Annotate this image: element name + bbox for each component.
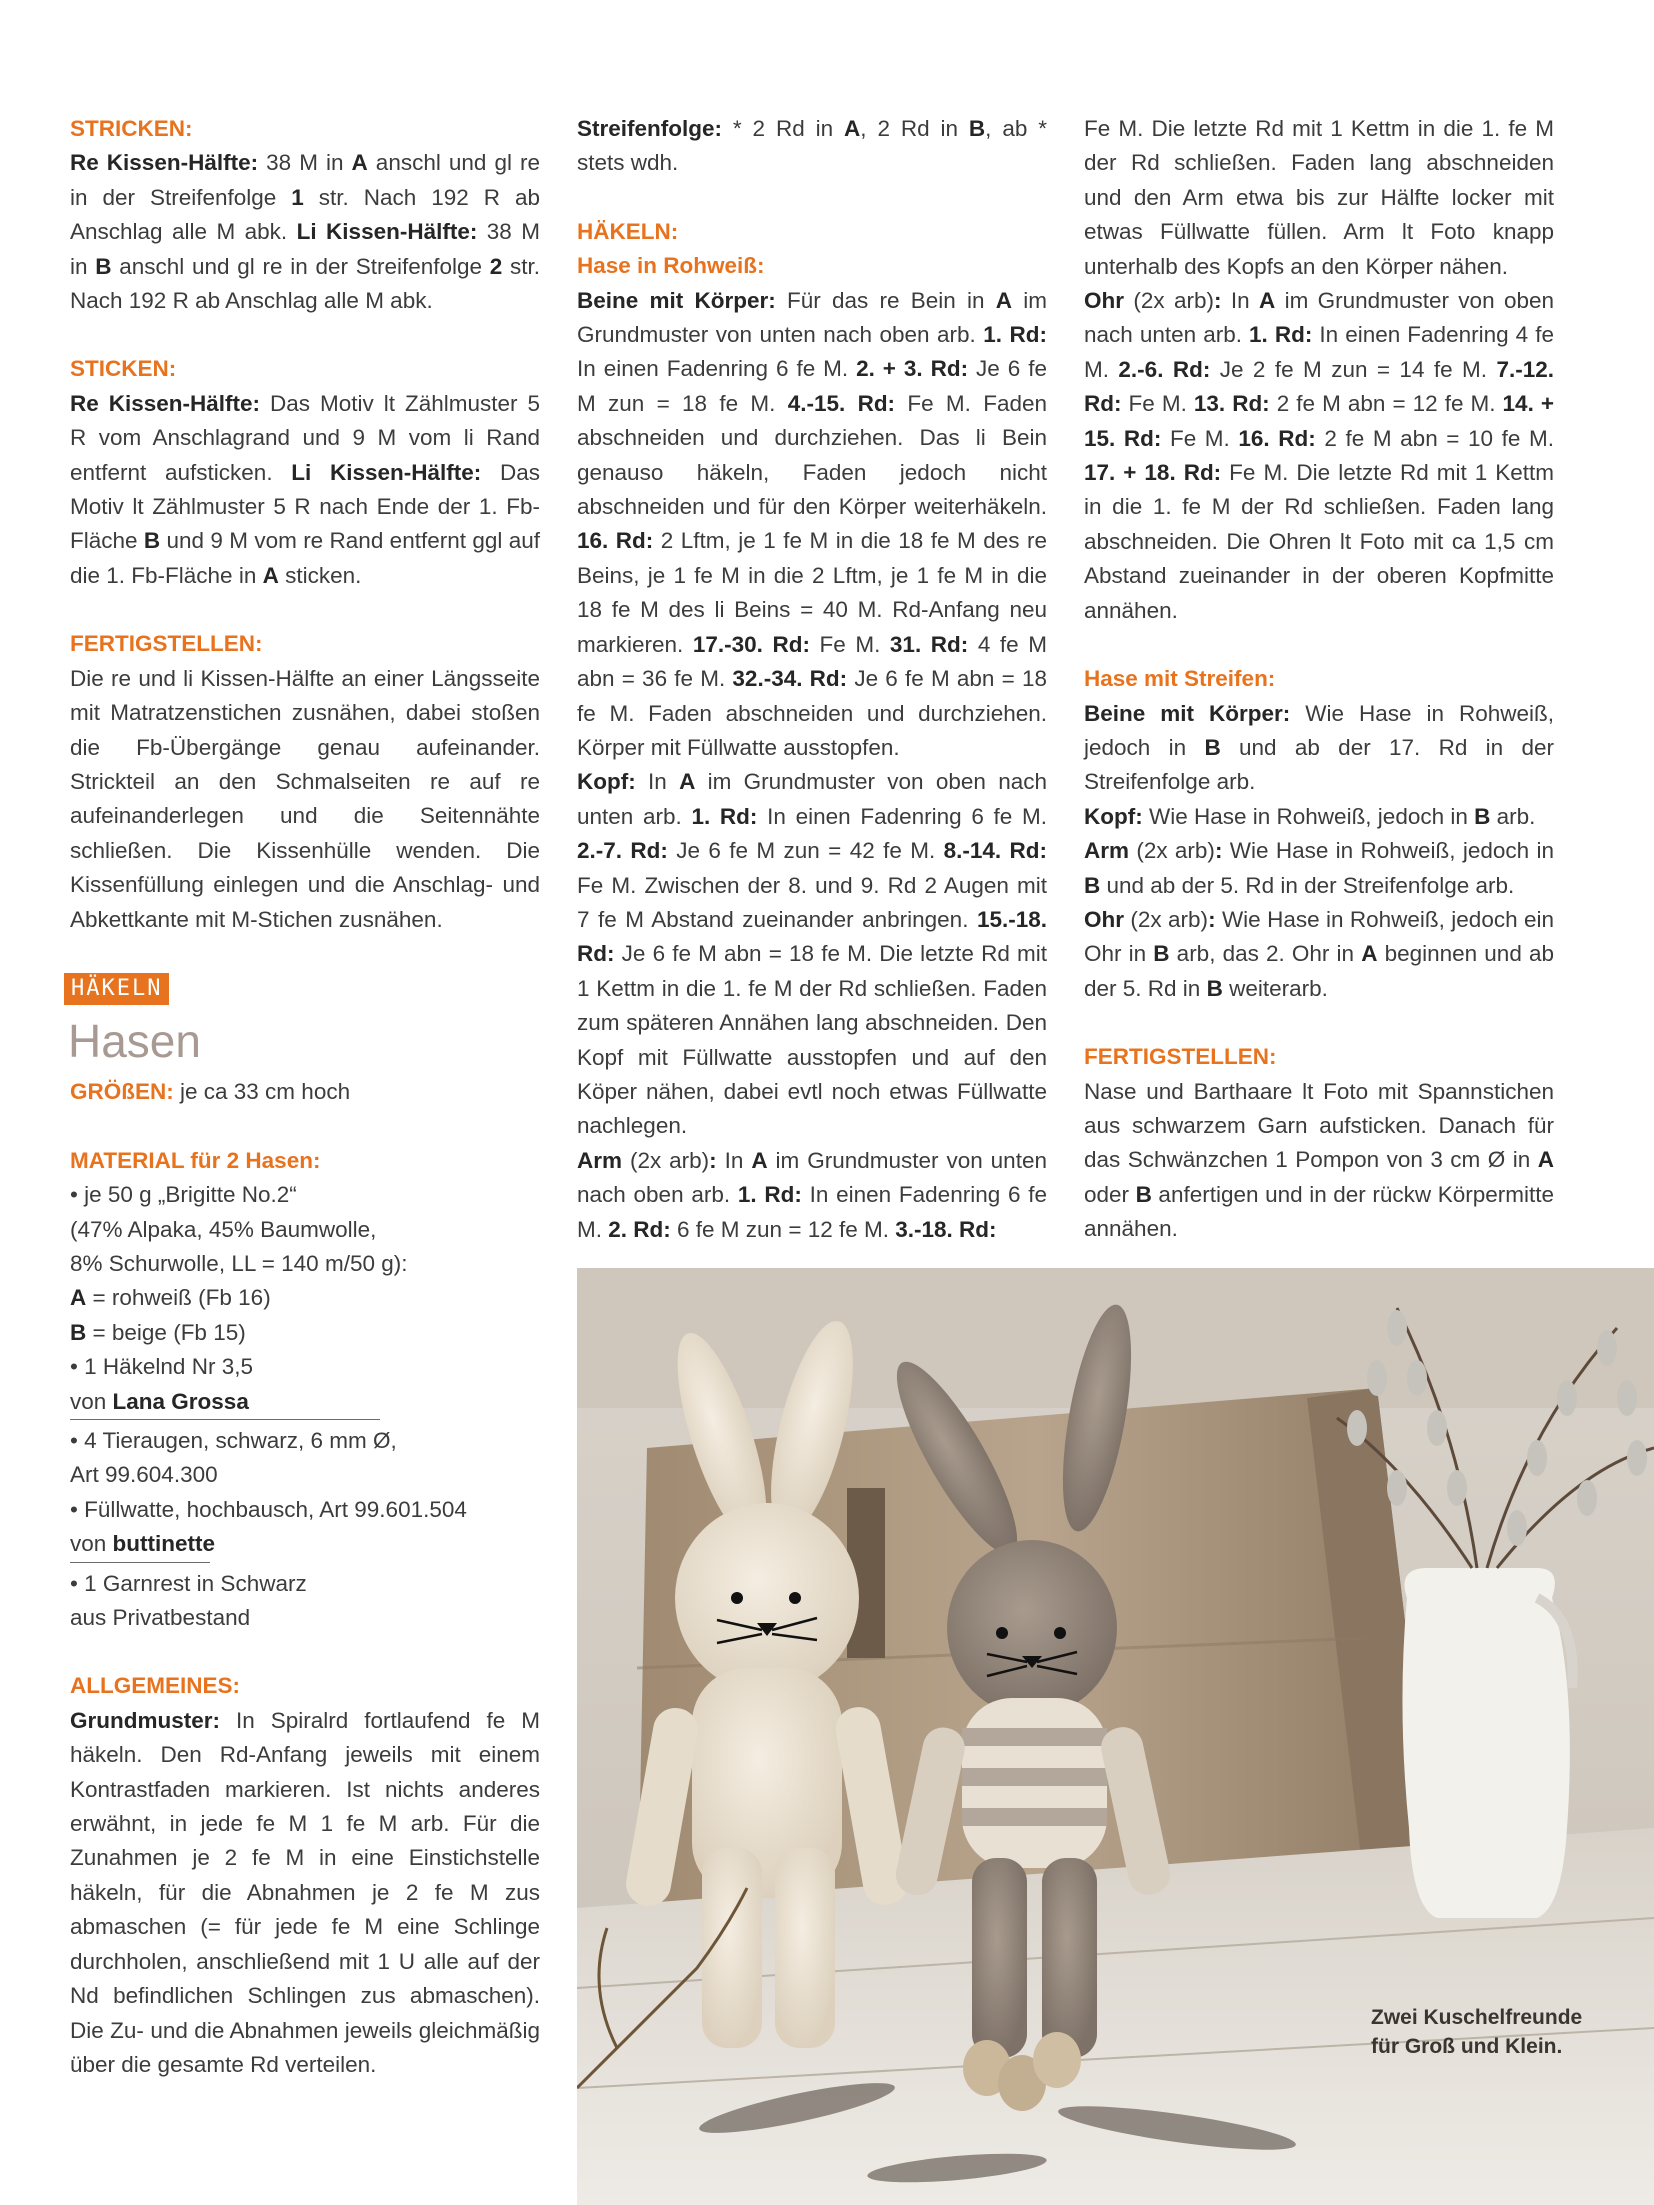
heading-hase-rohweiss: Hase in Rohweiß:	[577, 253, 765, 279]
material-line-5	[70, 1316, 540, 1350]
text-run: str. Nach 192 R ab Anschlag alle M abk.	[70, 184, 540, 245]
text-run: im Grundmuster von unten nach oben arb.	[577, 1147, 1047, 1208]
bold-run: A	[679, 769, 696, 795]
text-run: In	[635, 769, 680, 795]
grundmuster-text: In Spiralrd fortlaufend fe M häkeln. Den Rd-Anfang jeweils mit einem Kontrastfaden markieren. Ist nichts anderes erwähnt, in jede fe M 1 fe M arb. Für die Zunahmen je 2 fe M in eine Einstichstelle häkeln, für die Abnahmen je 2 fe M zus abmaschen (= für jede fe M eine Schlinge durchholen, anschließend mit 1 U alle auf der Nd befindlichen Schlingen zus abmaschen). Die Zu- und die Abnahmen jeweils gleichmäßig über die gesamte Rd verteilen.	[70, 1707, 540, 2077]
material-line-6: • 1 Häkelnd Nr 3,5	[70, 1354, 253, 1380]
text-run: Für das re Bein in	[775, 287, 996, 313]
bold-run: 17.-30. Rd:	[692, 631, 810, 657]
bold-run: 32.-34. Rd:	[732, 666, 848, 692]
text-run: Fe M. Zwischen der 8. und 9. Rd 2 Augen mit 7 fe M Abstand zueinander anbringen.	[577, 872, 1047, 932]
groessen-text: je ca 33 cm hoch	[173, 1079, 351, 1105]
text-run: oder	[1084, 1181, 1136, 1207]
column-3	[1084, 112, 1554, 1247]
text-run: Das Motiv lt Zählmuster 5 R vom Anschlagrand und 9 M vom li Rand entfernt aufsticken.	[70, 390, 540, 485]
text-run: In	[1221, 288, 1259, 314]
heading-fertigstellen-1: FERTIGSTELLEN:	[70, 631, 263, 657]
von-label: von	[70, 1388, 113, 1414]
text-run: arb, das 2. Ohr in	[1169, 941, 1362, 967]
bold-run: A	[262, 562, 279, 588]
yarn-a-label: A	[70, 1285, 87, 1311]
text-run: 38 M in	[258, 150, 352, 176]
bold-run: Li Kissen-Hälfte:	[296, 219, 478, 245]
bold-run: Streifenfolge:	[577, 116, 723, 141]
text-run: weiterarb.	[1222, 975, 1328, 1001]
bold-run: 1. Rd:	[1249, 322, 1313, 348]
text-run: anfertigen und in der rückw Körpermitte annähen.	[1084, 1181, 1554, 1242]
text-run: Fe M.	[809, 631, 890, 657]
text-run: anschl und gl re in der Streifenfolge	[70, 150, 541, 210]
fertigstellen-text-1: Die re und li Kissen-Hälfte an einer Längsseite mit Matratzenstichen zusnähen, dabei stoßen die Fb-Übergänge genau aufeinander. Strickteil an den Schmalseiten re auf re aufeinanderlegen und die Seitennähte schließen. Die Kissenhülle wenden. Die Kissenfüllung einlegen und die Anschlag- und Abkettkante mit M-Stichen zusnähen.	[70, 665, 540, 932]
text-run: (2x arb)	[1129, 838, 1215, 864]
text-run: Wie Hase in Rohweiß, jedoch in	[1084, 700, 1555, 760]
von-label: von	[70, 1531, 113, 1557]
text-run: Das Motiv lt Zählmuster 5 R nach Ende der 1. Fb-Fläche	[70, 459, 541, 554]
divider	[70, 1562, 210, 1563]
bold-run: 15.-18. Rd:	[577, 906, 1047, 967]
heading-stricken: STRICKEN:	[70, 116, 193, 141]
bold-run: 2. + 3. Rd:	[856, 356, 969, 382]
section-tag-haekeln: HÄKELN	[64, 973, 169, 1005]
bold-run: B	[95, 253, 112, 279]
bunny-photo	[577, 1268, 1654, 2205]
text-run: In einen Fadenring 6 fe M.	[577, 1182, 1047, 1242]
text-run: und ab der 5. Rd in der Streifenfolge arb.	[1100, 872, 1515, 898]
text-run: , ab * stets wdh.	[577, 116, 1047, 176]
heading-fertigstellen-2: FERTIGSTELLEN:	[1084, 1044, 1277, 1070]
bold-run: 16. Rd:	[1238, 425, 1316, 451]
bold-run: Re Kissen-Hälfte:	[70, 150, 259, 176]
text-run: und 9 M vom re Rand entfernt ggl auf die 1. Fb-Fläche in	[70, 528, 540, 588]
text-run: 38 M in	[70, 219, 540, 279]
text-run: Wie Hase in Rohweiß, jedoch ein Ohr in	[1084, 906, 1555, 967]
bold-run: B	[968, 116, 986, 141]
divider	[70, 1419, 380, 1420]
page-title: Hasen	[68, 1015, 201, 1068]
bold-run: A	[1361, 941, 1378, 967]
beine-2-text	[1084, 697, 1554, 800]
bold-run: Li Kissen-Hälfte:	[291, 459, 482, 485]
material-line-4	[70, 1281, 540, 1315]
text-run: arb.	[1490, 803, 1536, 829]
bold-run: :	[1214, 288, 1222, 314]
arm-continued-text: Fe M. Die letzte Rd mit 1 Kettm in die 1. fe M der Rd schließen. Faden lang abschneiden und den Arm etwa bis zur Hälfte locker mit etwas Füllwatte füllen. Arm lt Foto knapp unterhalb des Kopfs an den Körper nähen.	[1084, 116, 1554, 279]
ohr-2-text	[1084, 903, 1554, 1006]
bold-run: 7.-12. Rd:	[1084, 356, 1555, 417]
column-1	[70, 112, 540, 2082]
text-run: Wie Hase in Rohweiß, jedoch in	[1222, 838, 1554, 864]
yarn-b-text: = beige (Fb 15)	[86, 1319, 246, 1345]
heading-sticken: STICKEN:	[70, 356, 177, 382]
bold-run: 1. Rd:	[737, 1182, 802, 1208]
bold-run: B	[1206, 975, 1223, 1001]
heading-haekeln: HÄKELN:	[577, 218, 679, 244]
bold-run: Arm	[577, 1147, 623, 1173]
supplier-lana-grossa: Lana Grossa	[112, 1388, 249, 1414]
material-line-13: aus Privatbestand	[70, 1605, 251, 1631]
text-run: 2 fe M abn = 12 fe M.	[1269, 391, 1503, 417]
caption-line-2: für Groß und Klein.	[1371, 2035, 1563, 2058]
material-line-8: • 4 Tieraugen, schwarz, 6 mm Ø,	[70, 1428, 397, 1453]
bold-run: :	[1214, 838, 1223, 864]
bold-run: 31. Rd:	[889, 631, 969, 657]
bold-run: Arm	[1084, 838, 1130, 864]
material-line-3: 8% Schurwolle, LL = 140 m/50 g):	[70, 1250, 408, 1276]
bold-run: 2.-6. Rd:	[1118, 356, 1211, 382]
bold-run: 2	[489, 253, 503, 279]
bold-run: :	[709, 1147, 717, 1173]
bold-run: Beine mit Körper:	[1084, 700, 1291, 726]
heading-material: MATERIAL für 2 Hasen:	[70, 1147, 321, 1173]
text-run: Fe M.	[1161, 425, 1239, 451]
beine-text	[577, 284, 1047, 766]
grundmuster-label: Grundmuster:	[70, 1707, 221, 1733]
bold-run: 13. Rd:	[1193, 391, 1270, 417]
allgemeines-text	[70, 1704, 540, 2082]
photo-caption	[1371, 2003, 1601, 2061]
text-run: 2 Lftm, je 1 fe M in die 18 fe M des re Beins, je 1 fe M in die 2 Lftm, je 1 fe M in die 18 fe M des li Beins = 40 M. Rd-Anfang neu markieren.	[577, 528, 1048, 657]
text-run: Je 6 fe M zun = 42 fe M.	[667, 838, 944, 864]
bold-run: A	[844, 116, 861, 141]
text-run: Je 6 fe M abn = 18 fe M. Die letzte Rd mit 1 Kettm in die 1. fe M der Rd schließen. Faden zum späteren Annähen lang abschneiden. Den Kopf mit Füllwatte ausstopfen und auf den Köper nähen, dabei evtl noch etwas Füllwatte nachlegen.	[577, 941, 1047, 1139]
kopf-text	[577, 765, 1047, 1143]
arm-2-text	[1084, 834, 1554, 903]
material-line-11	[70, 1527, 540, 1561]
material-line-1: • je 50 g „Brigitte No.2“	[70, 1182, 297, 1208]
yarn-b-label: B	[70, 1319, 87, 1345]
bold-run: 2.-7. Rd:	[577, 838, 668, 864]
text-run: (2x arb)	[622, 1147, 710, 1173]
text-run: Wie Hase in Rohweiß, jedoch in	[1142, 803, 1475, 829]
bold-run: B	[1204, 734, 1221, 760]
bold-run: 8.-14. Rd:	[943, 838, 1048, 864]
yarn-a-text: = rohweiß (Fb 16)	[86, 1285, 271, 1311]
text-run: beginnen und ab der 5. Rd in	[1084, 941, 1554, 1001]
fertigstellen-text-2	[1084, 1075, 1554, 1247]
text-run: Fe M.	[1121, 391, 1194, 417]
material-line-2: (47% Alpaka, 45% Baumwolle,	[70, 1216, 377, 1242]
bold-run: B	[1474, 803, 1491, 829]
text-run: In einen Fadenring 6 fe M.	[577, 356, 857, 382]
bold-run: A	[1537, 1147, 1554, 1173]
bold-run: A	[995, 287, 1013, 313]
bold-run: 4.-15. Rd:	[787, 390, 896, 416]
bold-run: A	[1258, 288, 1276, 314]
bold-run: 3.-18. Rd:	[895, 1216, 997, 1242]
text-run: (2x arb)	[1124, 288, 1214, 314]
material-line-10: • Füllwatte, hochbausch, Art 99.601.504	[70, 1496, 467, 1522]
heading-allgemeines: ALLGEMEINES:	[70, 1673, 241, 1699]
text-run: im Grundmuster von oben nach unten arb.	[1084, 288, 1554, 348]
text-run: sticken.	[278, 562, 362, 588]
bold-run: B	[1084, 872, 1101, 898]
text-run: In einen Fadenring 4 fe M.	[1084, 322, 1554, 382]
bold-run: Kopf:	[577, 769, 636, 795]
text-run: In	[716, 1147, 752, 1173]
bold-run: B	[143, 528, 161, 554]
stricken-text	[70, 146, 540, 318]
text-run: im Grundmuster von oben nach unten arb.	[577, 769, 1047, 829]
bold-run: 17. + 18. Rd:	[1084, 460, 1222, 486]
text-run: Fe M. Faden abschneiden und durchziehen. Das li Bein genauso häkeln, Faden jedoch nicht abschneiden und für den Körper weiterhäkeln.	[577, 390, 1048, 520]
text-run: , 2 Rd in	[860, 116, 969, 141]
text-run: Nase und Barthaare lt Foto mit Spannstichen aus schwarzem Garn aufsticken. Danach für das Schwänzchen 1 Pompon von 3 cm Ø in	[1084, 1078, 1554, 1173]
text-run: Je 6 fe M zun = 18 fe M.	[577, 356, 1047, 416]
bold-run: Ohr	[1084, 906, 1125, 932]
bold-run: 1. Rd:	[983, 322, 1047, 348]
material-line-9: Art 99.604.300	[70, 1462, 218, 1488]
text-run: 2 fe M abn = 10 fe M.	[1315, 425, 1555, 451]
text-run: Fe M. Die letzte Rd mit 1 Kettm in die 1. fe M der Rd schließen. Faden lang abschneiden. Die Ohren lt Foto mit ca 1,5 cm Abstand zueinander in der oberen Kopfmitte annähen.	[1084, 460, 1554, 623]
ohr-text	[1084, 284, 1554, 628]
text-run: 4 fe M abn = 36 fe M.	[577, 631, 1047, 692]
bold-run: Ohr	[1084, 288, 1125, 314]
bold-run: B	[1135, 1181, 1152, 1207]
column-2	[577, 112, 1047, 1247]
material-line-12: • 1 Garnrest in Schwarz	[70, 1570, 307, 1596]
bold-run: 1. Rd:	[691, 803, 758, 829]
bold-run: A	[351, 150, 368, 176]
arm-text	[577, 1144, 1047, 1247]
bold-run: 16. Rd:	[577, 528, 654, 554]
kopf-2-text	[1084, 800, 1554, 834]
text-run: Je 6 fe M abn = 18 fe M. Faden abschneiden und durchziehen. Körper mit Füllwatte ausstopfen.	[577, 666, 1047, 760]
bold-run: B	[1153, 941, 1170, 967]
text-run: und ab der 17. Rd in der Streifenfolge arb.	[1084, 734, 1554, 795]
heading-groessen: GRÖßEN:	[70, 1079, 174, 1105]
text-run: In einen Fadenring 6 fe M.	[757, 803, 1047, 829]
text-run: im Grundmuster von unten nach oben arb.	[577, 287, 1048, 348]
streifenfolge-text	[577, 112, 1047, 181]
bold-run: Re Kissen-Hälfte:	[70, 390, 261, 416]
supplier-buttinette: buttinette	[112, 1531, 216, 1557]
text-run: 6 fe M zun = 12 fe M.	[670, 1216, 896, 1242]
text-run: anschl und gl re in der Streifenfolge	[111, 253, 490, 279]
sticken-text	[70, 387, 540, 593]
bold-run: Beine mit Körper:	[577, 287, 776, 313]
caption-line-1: Zwei Kuschelfreunde	[1371, 2006, 1583, 2029]
bold-run: 2. Rd:	[608, 1216, 671, 1242]
heading-hase-streifen: Hase mit Streifen:	[1084, 666, 1276, 692]
bold-run: :	[1208, 906, 1216, 932]
text-run: * 2 Rd in	[722, 116, 845, 141]
bold-run: 1	[291, 184, 304, 210]
text-run: (2x arb)	[1124, 906, 1209, 932]
bold-run: 14. + 15. Rd:	[1084, 391, 1555, 451]
bold-run: A	[751, 1147, 768, 1173]
bold-run: Kopf:	[1084, 803, 1143, 829]
text-run: str. Nach 192 R ab Anschlag alle M abk.	[70, 253, 540, 314]
material-line-7	[70, 1385, 540, 1419]
text-run: Je 2 fe M zun = 14 fe M.	[1210, 356, 1497, 382]
